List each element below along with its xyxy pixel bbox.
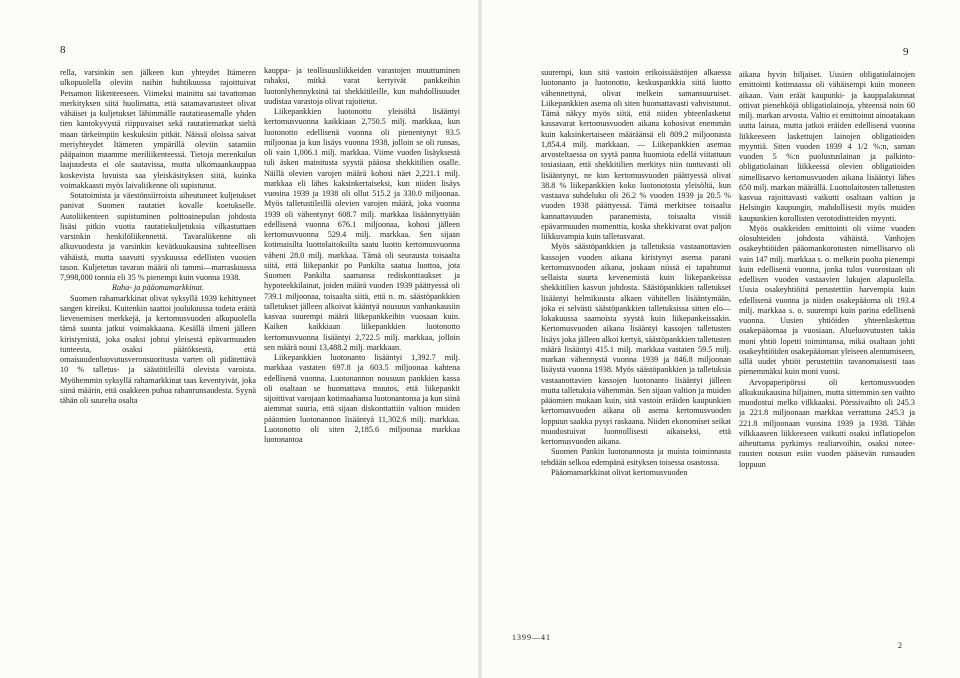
right-column-1	[541, 68, 731, 538]
right-column-2	[739, 70, 915, 610]
left-column-1	[60, 68, 256, 628]
paragraph: suurempi, kun sitä vastoin erikoissäästöjen alkaessa luotonanto ja luotonotto, keskuspankkia siitä luotto vähennettynä, olivat melkein samansuuruiset. Liikepankkien asema oli siten huomattavasti vahvistunut. Tämä näkyy myös siitä, että niiden yhteenlasketut kassavarat kertomusvuoden aikana kohosivat enemmän kuin kaksinkertaiseen määräänsä eli 809.2 miljoonasta 1,854.4 milj. markkaan. — Liikepankkien asemaa arvosteltaessa on syytä panna huomiota edellä viitattuun tosiasiaan, että shekkitilien merkitys niin tuntuvasti oli lisääntynyt, ne kun kertomusvuoden päättyessä olivat 38.8 % liikepankkien koko luotonotosta yleisöltä, kun vastaava suhdeluku oli 26.2 % vuoden 1939 ja 20.5 % vuoden 1938 päättyessä. Tämä merkitsee toisaalta kannattavuuden paranemista, toisaalta vissiä epävarmuuden momenttia, koska shekkivarat ovat paljon liikkuvampia kuin talletusvarat.	[541, 68, 731, 241]
paragraph: Pääomamarkkinat olivat kertomusvuoden	[551, 467, 688, 477]
paragraph: Liikepankkien luotonanto lisääntyi 1,392.7 milj. markkaa vastaten 697.8 ja 603.5 miljoonaa kahtena edellisenä vuonna. Luotonannon nousuun pankkien kassa oli osaltaan se huomattava muutos, että liikepankit sijoittivat varojaan kotimaahansa luotonantonsa ja kun siinä aiemmat suuria, että sijaan diskonttattiin valtion muiden pääomien luotonannon lisääntyä 11,302.6 milj. markkaa. Luotonotto oli siten 2,185.6 miljoonaa markkaa luotonantoa	[264, 353, 460, 444]
paragraph: kauppa- ja teollisuusliikkeiden varastojen muuttuminen rahaksi, mitkä varat kertyivät pankkeihin luotonlyhennyksinä tai shekkitileille, kun mahdollisuudet uudistaa varastoja olivat rajoitetut.	[264, 66, 460, 106]
printer-signature: 1399—41	[512, 633, 551, 642]
paragraph: Suomen rahamarkkinat olivat syksyllä 1939 kehittyneet sangen kireiksi. Kuitenkin saattoi joulukuussa todeta eräitä lievenemisen merkkejä, ja kertomusvuoden alkupuolella tämä suunta jatkui voimakkaana. Kesällä ilmeni jälleen kiristymistä, joka osaksi johtui yleisestä epävarmuuden tunteesta, osaksi päätöksestä, että omaisuudenluovutusveronsuoritusta varten oli pidätettävä 10 % talletus- ja säästötileillä olevista varoista. Myöhemmin syksyllä rahamarkkinat taas keventyivät, joka siinä määrin, että osakkeen puhua rahanrunsaudesta. Syynä tähän oli suurelta osalta	[60, 293, 256, 405]
sheet-number: 2	[898, 641, 902, 650]
left-page-number: 8	[60, 44, 66, 56]
paragraph: Myös säästöpankkien ja talletuksia vastaanottavien kassojen vuoden aikana kiristynyt asema parani kertomusvuoden aikana, joskaan niissä ei tapahtunut sellaista suurta kevenemistä kuin liikepankeissa shekkitilien kasvun johdosta. Säästöpankkien talletukset lisääntyi helmikuusta alkaen vähitellen lisääntymään, joka ei selvästi säästöpankkien talletuksissa sitten elo—lokakuussa saamoista syystä kuin liikepankeissakin. Kertomusvuoden aikana lisääntyi kassojen talletusten lisäys joka jälleen alkoi kertyä, säästöpankkien talletusten määrä lisääntyi 415.1 milj. markkaa vastaten 59.5 milj. markan vähennystä vuonna 1939 ja 846.8 miljoonan lisäystä vuonna 1938. Myös säästöpankkien ja talletuksia vastaanottavien kassojen luotonanto lisääntyi jälleen mutta talletuksia vähemmän. Sen sijaan valtion ja muiden pääomien mukaan kuin, sitä vastoin eräiden kaupunkien kertomusvuoden aikana oli asema kertomusvuoden loppuun saakka pysyi raskaana. Niiden ekonomiset seikat muodostuivat luonnollisesti aikaiseksi, että kertomusvuoden aikana.	[541, 242, 731, 446]
paragraph: Sotatoimista ja väestönsiirroista aiheutuneet kuljetukset panivat Suomen rautatiet kovalle koetukselle. Autoliikenteen supistuminen polttoainepulan johdosta lisäsi pitkin vuotta rautatiekuljetuksia vilkastuttaen varsinkin henkilöliikennettä. Tavaraliikenne oli alkuvuodesta ja varsinkin kevätkuukausina suhteellisen vähäistä, mutta saavutti syyskuussa edellisten vuosien tason. Kuljetetun tavaran määrä oli tammi—marraskuussa 7,998,000 tonnia eli 35 % pienempi kuin vuonna 1938.	[60, 191, 256, 282]
left-column-2	[264, 66, 460, 618]
paragraph: Liikepankkien luotonotto yleisöltä lisääntyi kertomusvuonna kaikkiaan 2,750.5 milj. markkaa, kun luotonotto edellisenä vuonna oli pienentynyt 93.5 miljoonaa ja kun lisäys vuonna 1938, jolloin se oli runsas, oli vain 1,006.1 milj. markkaa. Viime vuoden lisäyksestä tuli äsken mainitusta syystä pääosa shekkitilien osalle. Näillä olevien varojen määrä kohosi näet 2,221.1 milj. markkaa eli lähes kaksinkertaiseksi, kun niiden lisäys vuosina 1939 ja 1938 oli ollut 515.2 ja 330.0 miljoonaa. Myös talletustileillä olevien varojen määrä, joka vuonna 1939 oli vähentynyt 608.7 milj. markkaa lisäännyttyään edellisenä vuonna 676.1 miljoonaa, kohosi jälleen kertomusvuonna 529.4 milj. markkaa. Sen sijaan kotimaisilta luottolaitoksilta saatu luotto kertomusvuonna väheni 28.0 milj. markkaa. Tämä oli seurausta toisaalta siitä, että liikepankit po Pankilta saatua luottoa, jota Suomen Pankilta saamansa rediskonttaukset ja hypoteekkilainat, joiden määrä vuoden 1939 päättyessä oli 739.1 miljoonaa, toisaalta siitä, että n. m. säästöpankkien talletukset jälleen alkoivat kääntyä nousuun vanhankausiin kasvaa suurempi määrä liikepankkeihin vuosaan kuin. Kaiken kaikkiaan liikepankkien luotonotto kertomusvuonna lisääntyi 2,722.5 milj. markkaa, jolloin sen määrä nousi 13,488.2 milj. markkaan.	[264, 107, 460, 352]
paragraph: Suomen Pankin luotonannosta ja muista toiminnasta tehdään selkoa edempänä esityksen toisessa osastossa.	[541, 447, 731, 467]
paragraph: rella, varsinkin sen jälkeen kun yhteydet Itämeren ulkopuolella oleviin naihin huhtikuussa rajoittuivat Petsamon liikenteeseen. Viimeksi mainittu sai tavattoman merkityksen siitä huolimatta, että satamavarusteet olivat vähäiset ja kuljetukset lähimmälle rautatieasemalle yhden tien kantokyvystä riippuvaiset sekä rautatiematkat sieltä maan tärkeimpiin keskuksiin pitkät. Näissä oloissa saivat meriyhteydet Itämeren ympärillä oleviin satamiin pääpainon maamme meriliikenteessä. Tietoja merenkulun laajuudesta ei ole saatavissa, mutta ulkomaankauppaa koskevista luvuista saa yleiskäsityksen siitä, kuinka voimakkaasti myös laivaliikenne oli supistunut.	[60, 68, 256, 190]
right-page-number: 9	[903, 46, 909, 58]
section-heading: Raha- ja pääomamarkkinat.	[111, 283, 205, 293]
paragraph: Myös osakkeiden emittointi oli viime vuoden olosuhteiden johdosta vähäistä. Vanhojen osakeyhtiöiden pääomankorotusten nimellisarvo oli vain 147 milj. markkaa s. o. melkein puolta pienempi kuin edellisenä vuonna, jonka tulos vuorostaan oli edellisen vuoden vastaavien lukujen alapuolella. Uusia osakeyhtiöitä perustettiin harvempia kuin edellisenä vuonna ja niiden osakepääoma oli 193.4 milj. markkaa s. o. suurempi kuin parina edellisenä vuonna. Uusien yhtiöiden yhteenlaskettua osakepääomaa ja vuosiaan. Alueluovutusten takia moni yhtiö lopetti toimintansa, mikä osaltaan johti osakeyhtiöiden osakepääoman yleiseen alentumiseen, sillä uudet yhtiöt perustettiin tavanomaisesti taas pienemmäksi kuin moni vuosi.	[739, 223, 915, 377]
paragraph: aikana hyvin hiljaiset. Uusien obligatiolainojen emittointi kotimaassa oli vähäisempi kuin moneen aikaan. Vain eräät kaupunki- ja kauppalakunnat ottivat pienehköjä obligatiolainoja, yhteensä noin 60 milj. markan arvosta. Valtio ei emittoinut ainoatakaan uutta lainaa, mutta jatkoi eräiden edellisenä vuonna liikkeeseen laskettujen lainojen obligatioiden myyntiä. Siten vuoden 1939 4 1/2 %:n, saman vuoden 5 %:n puolustuslainan ja palkinto-obligatiolainan liikkeessä olevien obligatioiden nimellisarvo kertomusvuoden aikana lisääntyi lähes 650 milj. markan määrällä. Luottolaitosten talletusten kasvua rajoittavasti vaikutti osaltaan valtion ja Helsingin kaupungin, mahdollisesti myös muiden kaupunkien korollisten verotodistteiden myynti.	[739, 70, 915, 223]
paragraph: Arvopaperipörssi oli kertomusvuoden alkukuukausina hiljainen, mutta sittemmin sen vaihto muodostui melko vilkkaaksi. Pörssivaihto oli 245.3 ja 221.8 miljoonaan markkaa verrattuna 245.3 ja 221.8 miljoonaan vuosina 1939 ja 1938. Tähän vilkkaaseen liikkeeseen vaikutti osaksi inflatiopelon aiheuttama pyrkimys realiarvoihin, osaksi notee-rausten nousun esiin vuoden pääsevän runsauden loppuun	[739, 377, 915, 469]
